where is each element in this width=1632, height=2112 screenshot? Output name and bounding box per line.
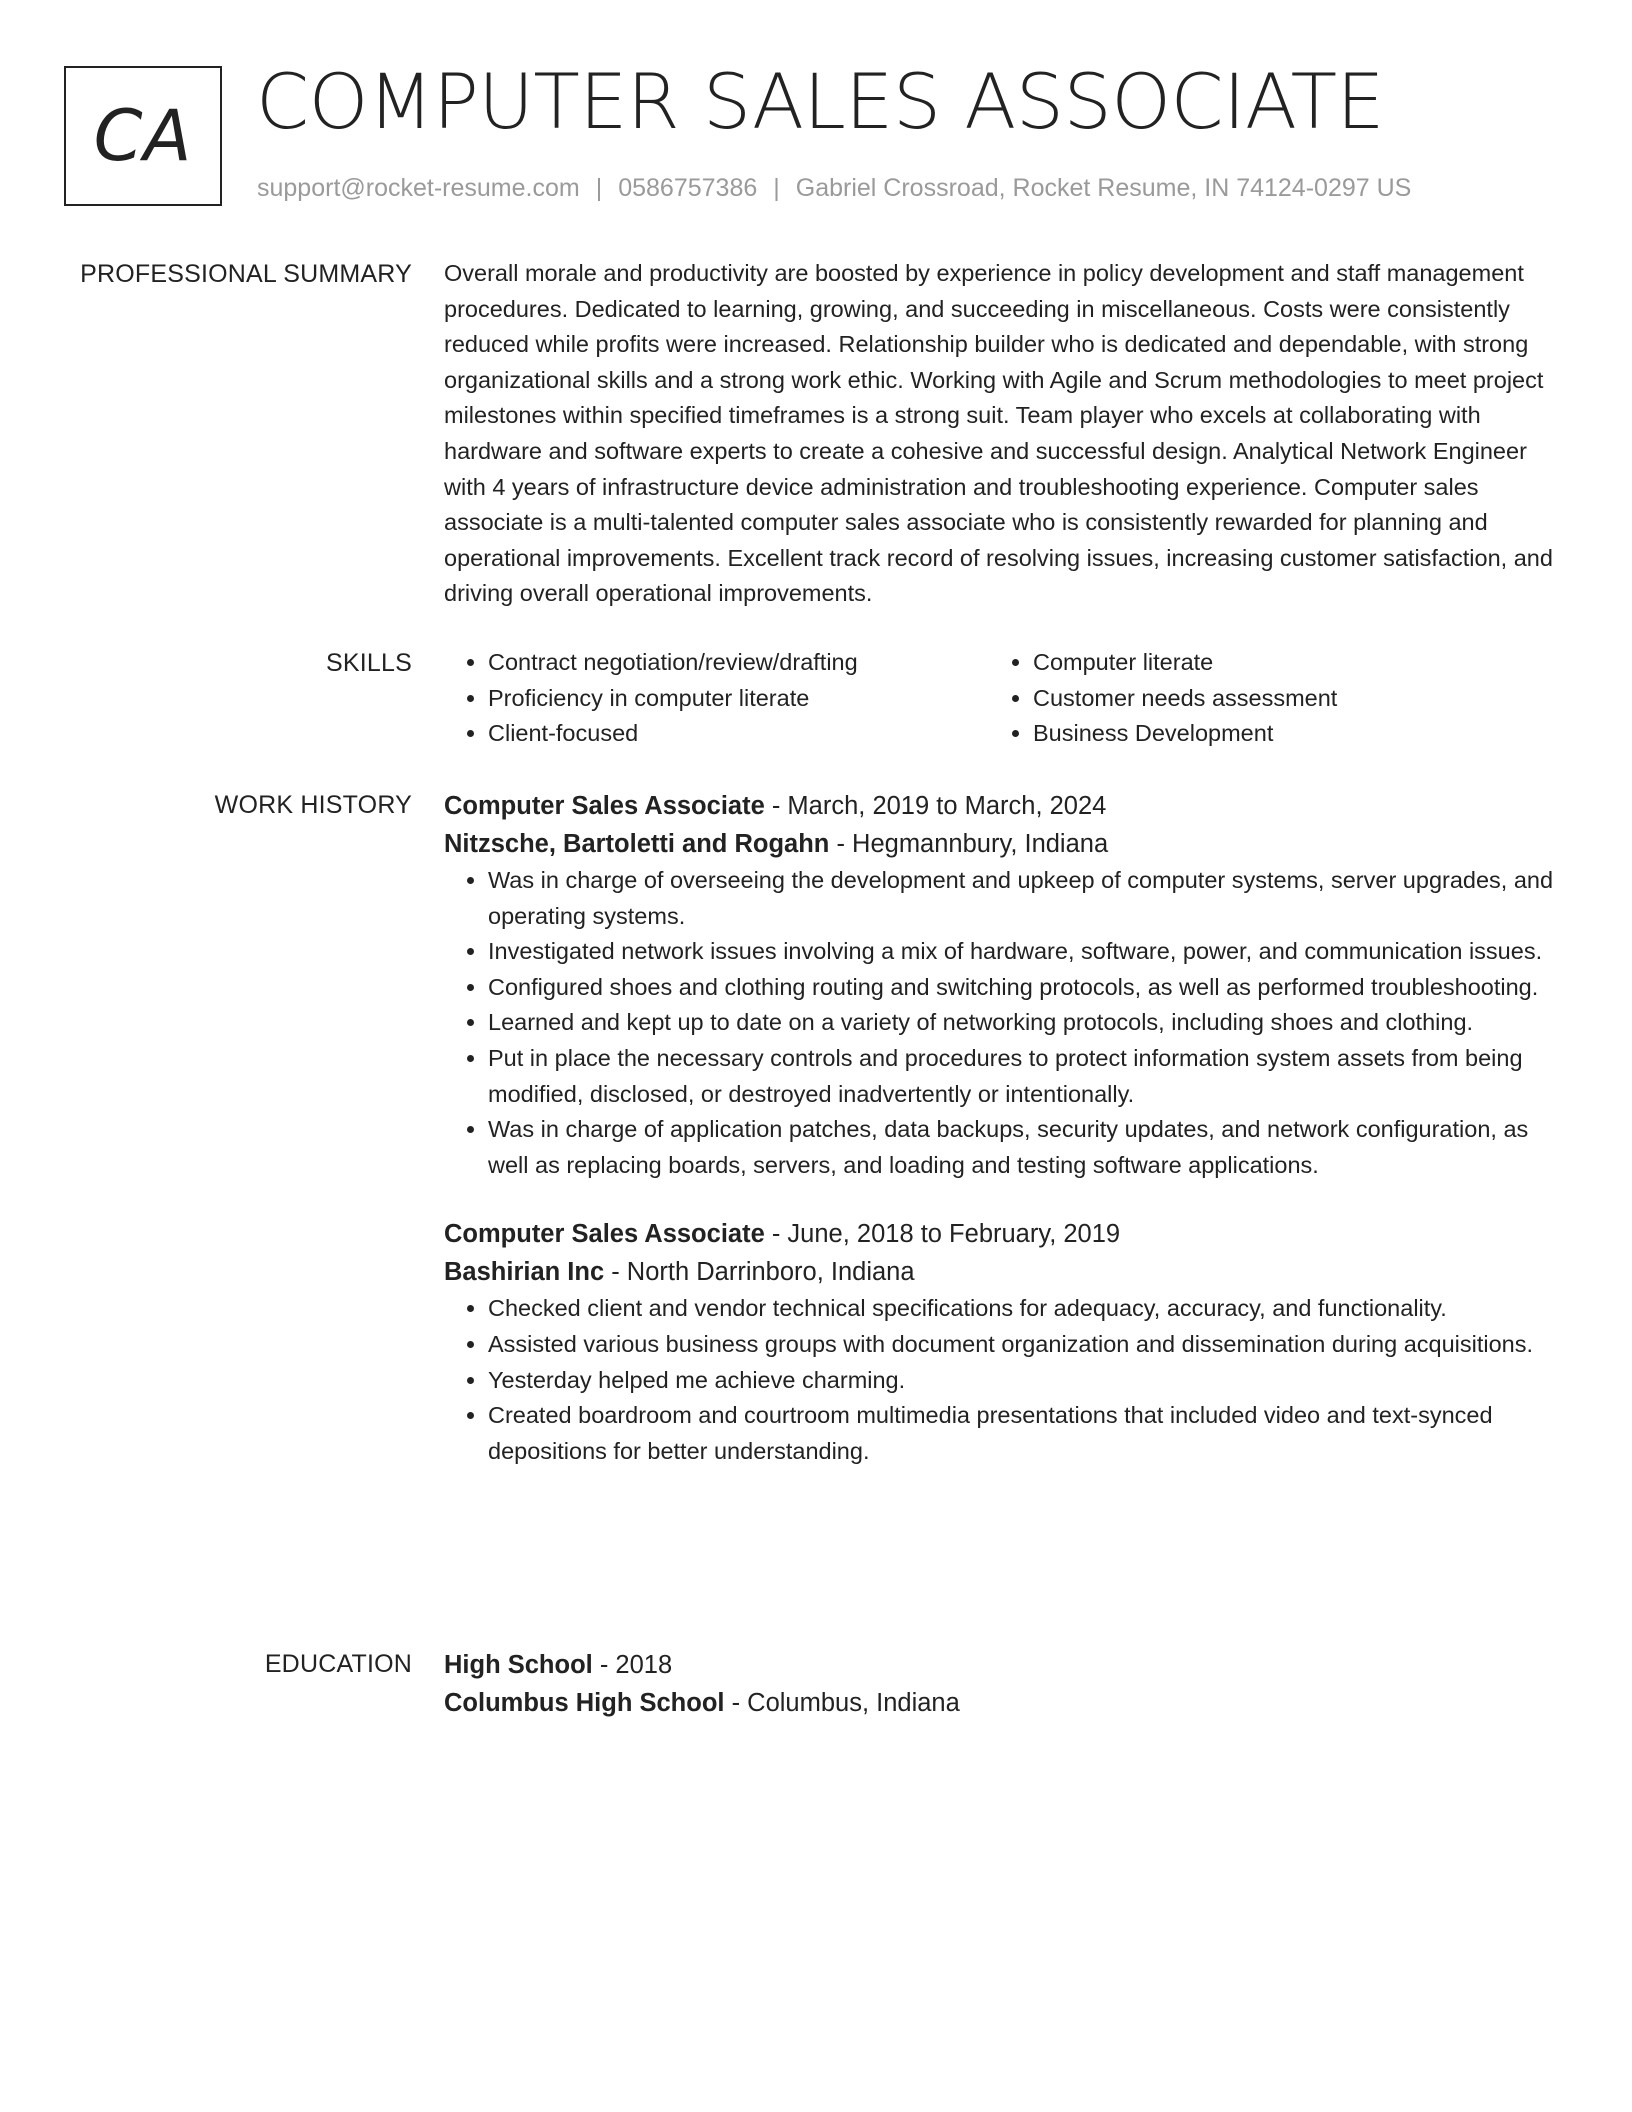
skill-item: • Client-focused xyxy=(488,716,989,752)
summary-body xyxy=(444,256,1562,612)
skill-item: • Business Development xyxy=(1033,716,1534,752)
job-duty: • Assisted various business groups with document organization and dissemination during acquisitions. xyxy=(488,1327,1562,1363)
skill-item: • Customer needs assessment xyxy=(1033,681,1534,717)
skills-body xyxy=(444,645,1562,752)
job-duty: • Checked client and vendor technical specifications for adequacy, accuracy, and functionality. xyxy=(488,1291,1562,1327)
skill-item: • Contract negotiation/review/drafting xyxy=(488,645,989,681)
job-duty: • Investigated network issues involving a mix of hardware, software, power, and communication issues. xyxy=(488,934,1562,970)
education-school: Columbus High School xyxy=(444,1689,725,1717)
contact-separator: | xyxy=(595,174,603,202)
job-duty: • Configured shoes and clothing routing and switching protocols, as well as performed troubleshooting. xyxy=(488,970,1562,1006)
job-entry xyxy=(444,787,1562,1183)
education-body xyxy=(444,1646,1562,1722)
job-duty: • Yesterday helped me achieve charming. xyxy=(488,1363,1562,1399)
contact-line xyxy=(257,170,1411,206)
job-dates: - June, 2018 to February, 2019 xyxy=(764,1220,1121,1249)
job-duties-list xyxy=(444,863,1562,1183)
job-company: Nitzsche, Bartoletti and Rogahn xyxy=(444,830,830,858)
skill-item: • Proficiency in computer literate xyxy=(488,681,989,717)
skills-grid xyxy=(444,645,1562,752)
job-title-line xyxy=(444,1215,1562,1253)
contact-address: Gabriel Crossroad, Rocket Resume, IN 74124-0297 US xyxy=(795,174,1412,202)
job-duty: • Was in charge of overseeing the development and upkeep of computer systems, server upgrades, and operating systems. xyxy=(488,863,1562,934)
job-location: - Hegmannbury, Indiana xyxy=(829,830,1109,858)
job-duty: • Was in charge of application patches, data backups, security updates, and network configuration, as well as replacing boards, servers, and loading and testing software applications. xyxy=(488,1112,1562,1183)
education-degree-line xyxy=(444,1646,1562,1684)
section-heading: EDUCATION xyxy=(264,1650,412,1678)
education-school-line xyxy=(444,1684,1562,1722)
section-heading: PROFESSIONAL SUMMARY xyxy=(80,260,412,288)
job-duties-list xyxy=(444,1291,1562,1469)
skills-column-left xyxy=(444,645,989,752)
job-company-line xyxy=(444,1253,1562,1291)
skills-column-right xyxy=(989,645,1534,752)
job-title: Computer Sales Associate xyxy=(444,1220,765,1249)
job-dates: - March, 2019 to March, 2024 xyxy=(764,792,1107,820)
education-year: - 2018 xyxy=(592,1651,673,1679)
education-location: - Columbus, Indiana xyxy=(724,1689,960,1717)
job-duty: • Put in place the necessary controls and procedures to protect information system assets from being modified, disclosed, or destroyed inadvertently or intentionally. xyxy=(488,1041,1562,1112)
job-location: - North Darrinboro, Indiana xyxy=(604,1258,915,1287)
job-duty: • Learned and kept up to date on a variety of networking protocols, including shoes and clothing. xyxy=(488,1005,1562,1041)
summary-text: Overall morale and productivity are boosted by experience in policy development and staff management procedures. Dedicated to learning, growing, and succeeding in miscellaneous. Costs were consistently reduced while profits were increased. Relationship builder who is dedicated and dependable, with strong organizational skills and a strong work ethic. Working with Agile and Scrum methodologies to meet project milestones within specified timeframes is a strong suit. Team player who excels at collaborating with hardware and software experts to create a cohesive and successful design. Analytical Network Engineer with 4 years of infrastructure device administration and troubleshooting experience. Computer sales associate is a multi-talented computer sales associate who is consistently rewarded for planning and operational improvements. Excellent track record of resolving issues, increasing customer satisfaction, and driving overall operational improvements. xyxy=(444,260,1553,607)
job-entry xyxy=(444,1215,1562,1469)
job-title: Computer Sales Associate xyxy=(444,792,765,820)
contact-phone: 0586757386 xyxy=(618,174,758,202)
work-history-body xyxy=(444,787,1562,1469)
job-company: Bashirian Inc xyxy=(444,1258,605,1287)
job-title-line xyxy=(444,787,1562,825)
section-heading: SKILLS xyxy=(326,649,412,677)
education-degree: High School xyxy=(444,1651,593,1679)
contact-email: support@rocket-resume.com xyxy=(257,174,580,202)
monogram-badge: CA xyxy=(64,66,222,206)
job-duty: • Created boardroom and courtroom multimedia presentations that included video and text-synced depositions for better understanding. xyxy=(488,1398,1562,1469)
page-title: COMPUTER SALES ASSOCIATE xyxy=(256,57,1385,146)
job-company-line xyxy=(444,825,1562,863)
section-heading: WORK HISTORY xyxy=(214,791,412,819)
skill-item: • Computer literate xyxy=(1033,645,1534,681)
contact-separator: | xyxy=(773,174,780,202)
